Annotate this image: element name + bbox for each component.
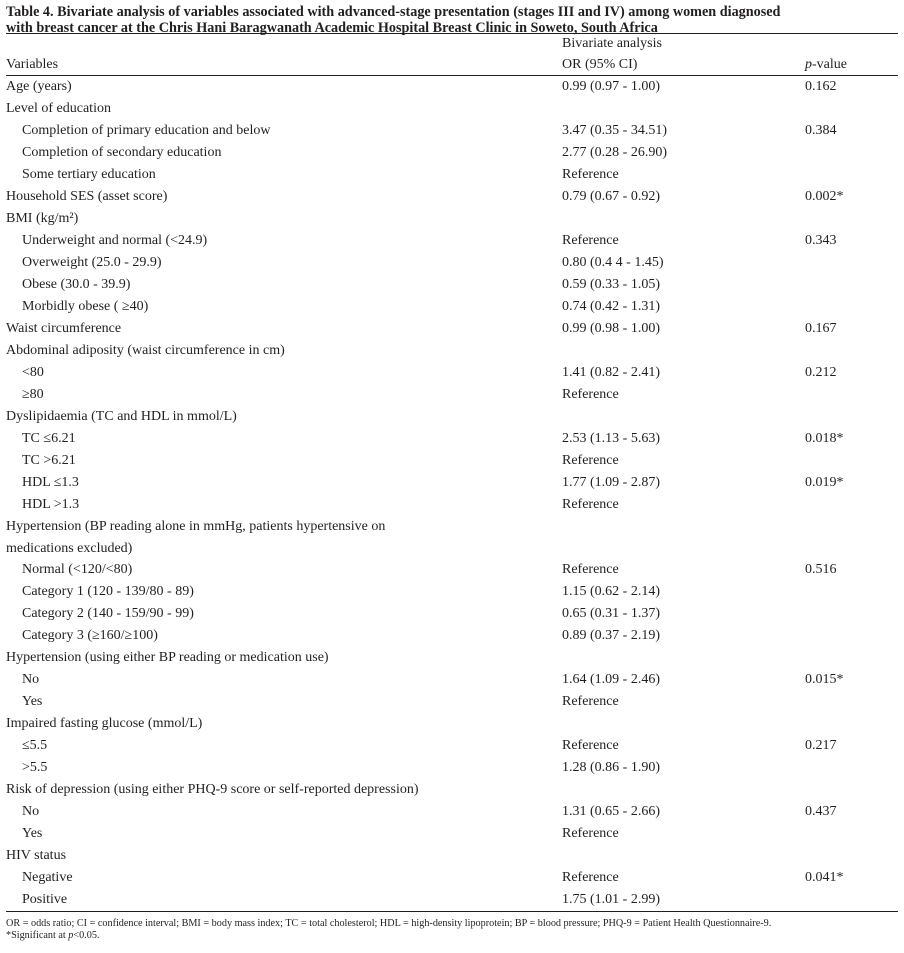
header-p-value: [805, 54, 898, 76]
table-row: [6, 252, 898, 274]
odds-ratio-cell: 1.75 (1.01 - 2.99): [562, 889, 805, 912]
p-value-cell: [805, 691, 898, 713]
p-value-cell: 0.437: [805, 804, 837, 819]
variable-category-label: Dyslipidaemia (TC and HDL in mmol/L): [6, 409, 237, 424]
p-value-cell: [805, 274, 898, 296]
p-value-cell: 0.167: [805, 321, 837, 336]
p-value-cell: 0.162: [805, 79, 837, 94]
odds-ratio-cell: 1.64 (1.09 - 2.46): [562, 672, 660, 687]
variable-sublabel: Yes: [22, 694, 43, 709]
header-or: OR (95% CI): [562, 54, 805, 76]
table-row: [6, 559, 898, 581]
table-row: [6, 779, 898, 801]
odds-ratio-cell: 3.47 (0.35 - 34.51): [562, 123, 667, 138]
p-value-cell: 0.217: [805, 738, 837, 753]
variable-sublabel: Yes: [22, 826, 43, 841]
table-row: [6, 296, 898, 318]
table-row: [6, 120, 898, 142]
odds-ratio-cell: Reference: [562, 387, 619, 402]
p-value-cell: [805, 757, 898, 779]
header-p-italic: p: [805, 56, 812, 72]
variable-sublabel: ≤5.5: [22, 738, 48, 753]
p-value-cell: 0.019*: [805, 475, 844, 490]
p-value-cell: 0.384: [805, 123, 837, 138]
p-value-cell: [805, 406, 898, 428]
p-value-cell: 0.041*: [805, 870, 844, 885]
header-variables: Variables: [6, 54, 562, 76]
odds-ratio-cell: 1.77 (1.09 - 2.87): [562, 475, 660, 490]
odds-ratio-cell: [562, 713, 805, 735]
table-row: [6, 274, 898, 296]
variable-sublabel: <80: [22, 365, 44, 380]
odds-ratio-cell: Reference: [562, 167, 619, 182]
variable-category-label: Hypertension (using either BP reading or medication use): [6, 650, 329, 665]
table-row: [6, 757, 898, 779]
p-value-cell: [805, 450, 898, 472]
table-row: [6, 142, 898, 164]
odds-ratio-cell: [562, 98, 805, 120]
variable-category-label: Risk of depression (using either PHQ-9 score or self-reported depression): [6, 782, 419, 797]
p-value-cell: [805, 713, 898, 735]
table-row: [6, 98, 898, 120]
variable-category-label: Waist circumference: [6, 321, 122, 336]
table-row: [6, 494, 898, 516]
table-body: [6, 76, 898, 912]
variable-sublabel: Completion of secondary education: [22, 145, 222, 160]
p-value-cell: [805, 384, 898, 406]
table-row: [6, 713, 898, 735]
p-value-cell: [805, 779, 898, 801]
variable-sublabel: TC ≤6.21: [22, 431, 76, 446]
variable-sublabel: Underweight and normal (<24.9): [22, 233, 208, 248]
table-row: [6, 164, 898, 186]
odds-ratio-cell: [562, 516, 805, 559]
odds-ratio-cell: Reference: [562, 497, 619, 512]
variable-sublabel: No: [22, 672, 40, 687]
header-p-rest: -value: [812, 56, 847, 72]
p-value-cell: [805, 516, 898, 559]
variable-sublabel: Completion of primary education and below: [22, 123, 271, 138]
table-row: [6, 669, 898, 691]
odds-ratio-cell: [562, 208, 805, 230]
p-value-cell: 0.015*: [805, 672, 844, 687]
p-value-cell: [805, 823, 898, 845]
variable-category-label: Household SES (asset score): [6, 189, 168, 204]
header-row-group: [6, 34, 898, 54]
caption-line-1: Table 4. Bivariate analysis of variables associated with advanced-stage presentation (stages III and IV) among women diagnosed: [6, 4, 781, 20]
odds-ratio-cell: 0.99 (0.98 - 1.00): [562, 321, 660, 336]
p-value-cell: [805, 98, 898, 120]
odds-ratio-cell: 0.89 (0.37 - 2.19): [562, 628, 660, 643]
p-value-cell: [805, 625, 898, 647]
variable-sublabel: Category 2 (140 - 159/90 - 99): [22, 606, 194, 621]
variable-category-label: Impaired fasting glucose (mmol/L): [6, 716, 203, 731]
bivariate-analysis-table: [6, 34, 898, 912]
table-row: [6, 450, 898, 472]
variable-category-label: Abdominal adiposity (waist circumference in cm): [6, 343, 285, 358]
odds-ratio-cell: Reference: [562, 694, 619, 709]
variable-sublabel: Category 1 (120 - 139/80 - 89): [22, 584, 194, 599]
variable-sublabel: TC >6.21: [22, 453, 76, 468]
table-row: [6, 230, 898, 252]
table-row: [6, 76, 898, 99]
odds-ratio-cell: 1.41 (0.82 - 2.41): [562, 365, 660, 380]
p-value-cell: [805, 142, 898, 164]
table-row: [6, 384, 898, 406]
odds-ratio-cell: 0.65 (0.31 - 1.37): [562, 606, 660, 621]
table-row: [6, 735, 898, 757]
p-value-cell: 0.516: [805, 562, 837, 577]
odds-ratio-cell: 0.80 (0.4 4 - 1.45): [562, 255, 664, 270]
table-row: [6, 647, 898, 669]
p-value-cell: [805, 164, 898, 186]
odds-ratio-cell: 0.79 (0.67 - 0.92): [562, 189, 660, 204]
p-value-cell: [805, 889, 898, 912]
variable-sublabel: No: [22, 804, 40, 819]
variable-sublabel: Morbidly obese ( ≥40): [22, 299, 149, 314]
table-row: [6, 867, 898, 889]
odds-ratio-cell: Reference: [562, 738, 619, 753]
variable-sublabel: Overweight (25.0 - 29.9): [22, 255, 162, 270]
p-value-cell: [805, 845, 898, 867]
variable-sublabel: Category 3 (≥160/≥100): [22, 628, 158, 643]
odds-ratio-cell: [562, 340, 805, 362]
p-value-cell: [805, 603, 898, 625]
table-row: [6, 603, 898, 625]
table-row: [6, 208, 898, 230]
variable-sublabel: HDL >1.3: [22, 497, 80, 512]
p-value-cell: [805, 647, 898, 669]
table-row: [6, 823, 898, 845]
p-value-cell: [805, 208, 898, 230]
header-group-label: Bivariate analysis: [562, 36, 662, 51]
variable-sublabel: Some tertiary education: [22, 167, 156, 182]
odds-ratio-cell: [562, 647, 805, 669]
table-row: [6, 362, 898, 384]
variable-category-label: Hypertension (BP reading alone in mmHg, patients hypertensive on medications excluded): [6, 519, 386, 556]
table-row: [6, 186, 898, 208]
table-row: [6, 406, 898, 428]
odds-ratio-cell: [562, 779, 805, 801]
p-value-cell: 0.343: [805, 233, 837, 248]
variable-category-label: HIV status: [6, 848, 67, 863]
odds-ratio-cell: Reference: [562, 453, 619, 468]
p-value-cell: [805, 340, 898, 362]
p-value-cell: [805, 252, 898, 274]
odds-ratio-cell: 0.99 (0.97 - 1.00): [562, 79, 660, 94]
variable-sublabel: Positive: [6, 889, 562, 912]
odds-ratio-cell: 2.53 (1.13 - 5.63): [562, 431, 660, 446]
table-caption: [6, 0, 898, 34]
odds-ratio-cell: Reference: [562, 826, 619, 841]
p-value-cell: [805, 296, 898, 318]
table-row: [6, 801, 898, 823]
table-row: [6, 845, 898, 867]
odds-ratio-cell: 1.15 (0.62 - 2.14): [562, 584, 660, 599]
p-value-cell: 0.002*: [805, 189, 844, 204]
table-header: [6, 34, 898, 76]
table-row: [6, 581, 898, 603]
variable-category-label: BMI (kg/m²): [6, 211, 79, 226]
odds-ratio-cell: Reference: [562, 870, 619, 885]
p-value-cell: [805, 581, 898, 603]
table-row: [6, 340, 898, 362]
table-row: [6, 691, 898, 713]
odds-ratio-cell: 0.74 (0.42 - 1.31): [562, 299, 660, 314]
footnote-significance: *Significant at p<0.05.: [6, 930, 100, 941]
variable-category-label: Age (years): [6, 79, 72, 94]
odds-ratio-cell: 1.28 (0.86 - 1.90): [562, 760, 660, 775]
odds-ratio-cell: Reference: [562, 233, 619, 248]
caption-line-2: with breast cancer at the Chris Hani Baragwanath Academic Hospital Breast Clinic in Soweto, South Africa: [6, 20, 658, 36]
variable-category-label: Level of education: [6, 101, 111, 116]
odds-ratio-cell: 1.31 (0.65 - 2.66): [562, 804, 660, 819]
odds-ratio-cell: 2.77 (0.28 - 26.90): [562, 145, 667, 160]
variable-sublabel: HDL ≤1.3: [22, 475, 79, 490]
p-value-cell: [805, 494, 898, 516]
table-row: [6, 318, 898, 340]
table-row: [6, 889, 898, 912]
table-footnote: [6, 912, 898, 942]
odds-ratio-cell: [562, 845, 805, 867]
p-value-cell: 0.212: [805, 365, 837, 380]
variable-sublabel: ≥80: [22, 387, 44, 402]
variable-sublabel: Negative: [22, 870, 73, 885]
odds-ratio-cell: 0.59 (0.33 - 1.05): [562, 277, 660, 292]
variable-sublabel: >5.5: [22, 760, 48, 775]
table-row: [6, 472, 898, 494]
header-row-columns: [6, 54, 898, 76]
table-row: [6, 625, 898, 647]
odds-ratio-cell: [562, 406, 805, 428]
p-value-cell: 0.018*: [805, 431, 844, 446]
table-row: [6, 516, 898, 559]
variable-sublabel: Obese (30.0 - 39.9): [22, 277, 131, 292]
footnote-abbreviations: OR = odds ratio; CI = confidence interval; BMI = body mass index; TC = total cholesterol; HDL = high-density lipoprotein; BP = blood pressure; PHQ-9 = Patient Health Questionnaire-9.: [6, 918, 772, 929]
table-row: [6, 428, 898, 450]
odds-ratio-cell: Reference: [562, 562, 619, 577]
variable-sublabel: Normal (<120/<80): [22, 562, 133, 577]
